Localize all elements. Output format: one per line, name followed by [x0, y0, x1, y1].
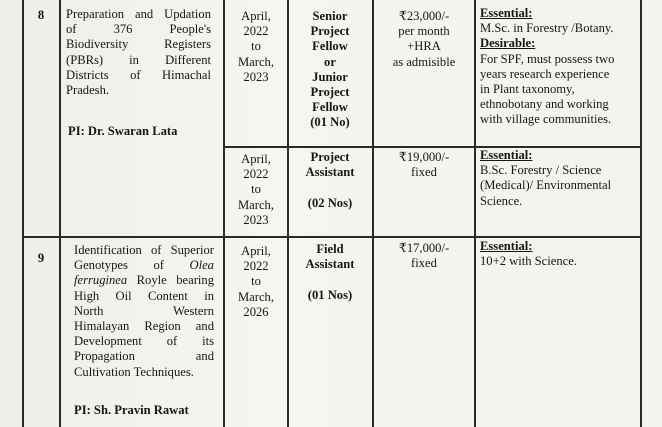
- project-duration: April, 2022 to March, 2023: [237, 9, 275, 84]
- principal-investigator: PI: Sh. Pravin Rawat: [74, 403, 189, 417]
- table-border-left: [22, 0, 24, 427]
- qualification: Essential: B.Sc. Forestry / Science (Medical)/ Environmental Science.: [480, 148, 612, 208]
- emoluments: ₹17,000/- fixed: [398, 241, 450, 271]
- project-duration: April, 2022 to March, 2026: [237, 244, 275, 319]
- project-title: Identification of Superior Genotypes of Olea ferruginea Royle bearing High Oil Content in North Western Himalayan Region and Development of its Propagation and Cultivation Techniques.: [74, 243, 214, 379]
- table-border-col3: [287, 0, 289, 427]
- qualification: Essential: M.Sc. in Forestry /Botany. Desirable: For SPF, must possess two years research experience in Plant taxonomy, ethnobotany and working with village communities.: [480, 6, 615, 127]
- table-border-col1: [59, 0, 61, 427]
- project-duration: April, 2022 to March, 2023: [237, 152, 275, 227]
- principal-investigator: PI: Dr. Swaran Lata: [68, 124, 178, 138]
- table-border-right: [640, 0, 642, 427]
- post-name: Senior Project Fellow or Junior Project Fellow (01 No): [310, 9, 350, 130]
- table-border-col4: [372, 0, 374, 427]
- project-title: Preparation and Updation of 376 People's Biodiversity Registers (PBRs) in Different Districts of Himachal Pradesh.: [66, 7, 211, 98]
- row-number: 9: [37, 251, 45, 265]
- emoluments: ₹23,000/- per month +HRA as admisible: [392, 9, 456, 69]
- table-border-col5: [474, 0, 476, 427]
- post-name: Project Assistant (02 Nos): [305, 150, 355, 210]
- qualification: Essential: 10+2 with Science.: [480, 239, 577, 269]
- emoluments: ₹19,000/- fixed: [398, 150, 450, 180]
- row-number: 8: [37, 8, 45, 22]
- table-border-col2: [223, 0, 225, 427]
- post-name: Field Assistant (01 Nos): [305, 242, 355, 302]
- row-divider: [22, 236, 641, 238]
